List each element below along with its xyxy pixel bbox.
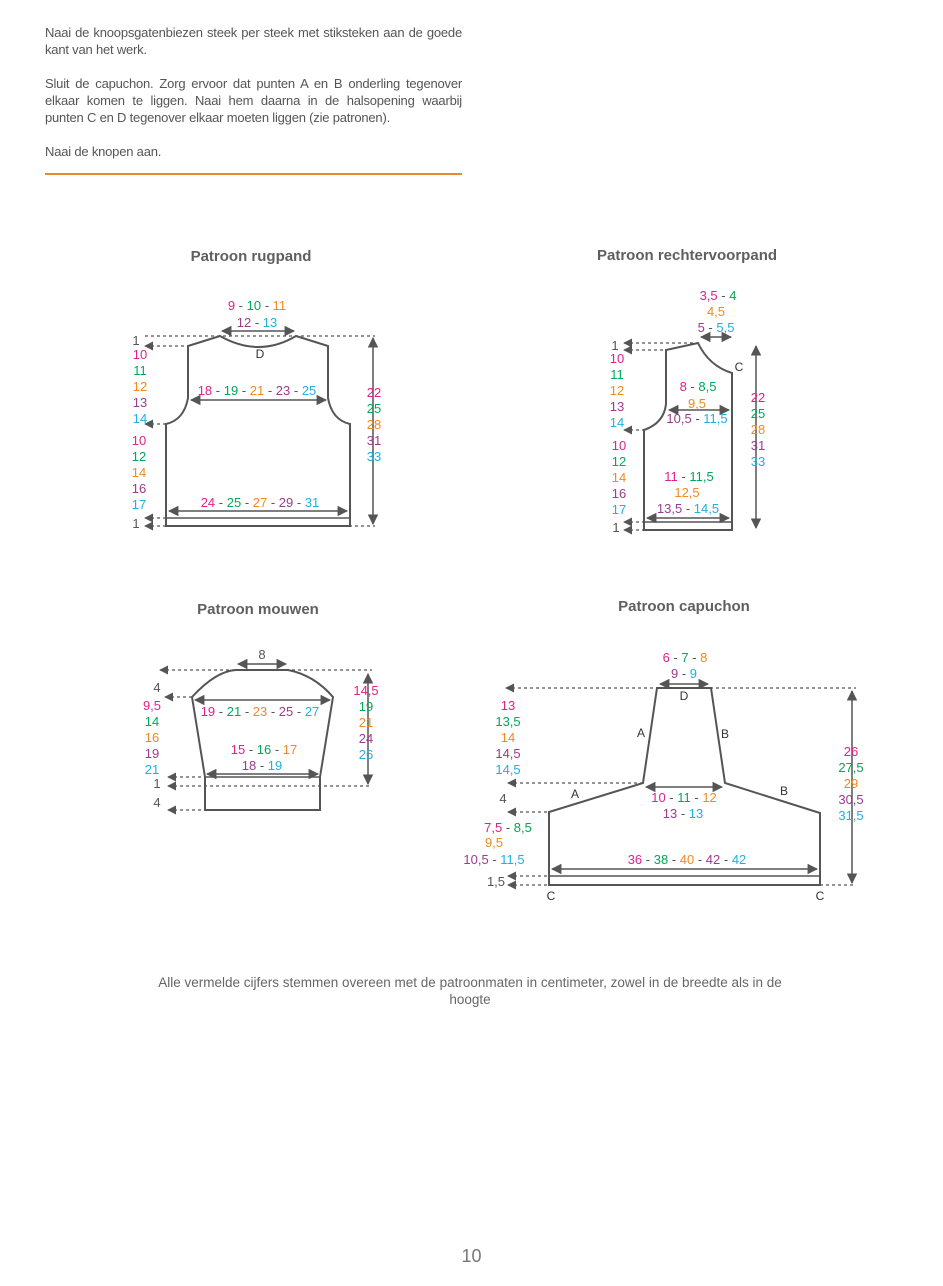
size-separator: - <box>694 852 706 867</box>
size-value: 11 <box>133 363 147 378</box>
size-value: 24 <box>358 731 374 746</box>
size-value: 31 <box>304 495 320 510</box>
size-value: 28 <box>366 417 382 432</box>
hood-top-point: D <box>679 689 689 703</box>
size-value: 12 <box>611 454 627 469</box>
size-value: 25 <box>226 495 242 510</box>
hood-side-a-lower: A <box>570 787 580 801</box>
size-value: 13 <box>132 395 148 410</box>
size-separator: - <box>668 852 680 867</box>
intro-paragraph-3: Naai de knopen aan. <box>45 144 162 159</box>
front-total-height-label <box>751 390 765 469</box>
hood-top-width-label-2 <box>671 666 697 681</box>
hood-lower-height-label <box>484 820 532 835</box>
size-separator: - <box>642 852 654 867</box>
size-value: 9,5 <box>687 396 707 411</box>
hood-corner-left: C <box>546 889 556 903</box>
front-neck-point: C <box>734 360 744 374</box>
size-value: 31 <box>366 433 382 448</box>
size-value: 36 <box>627 852 643 867</box>
size-value: 8 <box>679 379 687 394</box>
size-value: 23 <box>275 383 291 398</box>
size-value: 25 <box>366 401 382 416</box>
size-value: 12 <box>609 383 625 398</box>
size-value: 9 <box>227 298 236 313</box>
size-value: 19 <box>200 704 216 719</box>
size-value: 14 <box>609 415 625 430</box>
intro-paragraph-1: Naai de knoopsgatenbiezen steek per steek met stiksteken aan de goede kant van het werk. <box>45 25 462 57</box>
size-separator: - <box>238 383 250 398</box>
front-bottom-width-label-2 <box>674 485 699 500</box>
hood-upper-height-label <box>495 698 520 777</box>
size-separator: - <box>267 495 279 510</box>
size-separator: - <box>264 383 276 398</box>
size-value: 9 <box>670 666 679 681</box>
size-value: 33 <box>366 449 382 464</box>
size-value: 4 <box>729 288 737 303</box>
size-value: 13 <box>662 806 678 821</box>
size-separator: - <box>720 852 732 867</box>
size-value: 11 <box>610 367 624 382</box>
sleeve-gap-height: 1 <box>153 776 161 791</box>
back-body-height-label <box>132 433 146 512</box>
size-value: 16 <box>256 742 272 757</box>
size-value: 7,5 <box>484 820 503 835</box>
size-separator: - <box>488 852 501 867</box>
size-value: 25 <box>301 383 317 398</box>
size-value: 22 <box>750 390 766 405</box>
hood-mid-width-label-2 <box>663 806 704 821</box>
size-value: 16 <box>131 481 147 496</box>
size-value: 13 <box>262 315 278 330</box>
size-separator: - <box>691 411 704 426</box>
size-value: 10 <box>131 433 147 448</box>
size-value: 4,5 <box>706 304 726 319</box>
size-value: 10 <box>246 298 262 313</box>
size-separator: - <box>690 790 703 805</box>
size-value: 27,5 <box>838 760 864 775</box>
size-value: 7 <box>681 650 689 665</box>
intro-paragraph-2: Sluit de capuchon. Zorg ervoor dat punten A en B onderling tegenover elkaar komen te liggen. Naai hem daarna in de halsopening waarbij punten C en D tegenover elkaar moeten liggen (zie patronen). <box>45 76 462 125</box>
sleeves-pattern <box>143 647 379 810</box>
size-value: 10 <box>132 347 148 362</box>
size-separator: - <box>293 704 305 719</box>
back-total-height-label <box>367 385 381 464</box>
size-separator: - <box>704 320 717 335</box>
back-neck-width-label-2 <box>237 315 278 330</box>
size-separator: - <box>682 501 694 516</box>
size-value: 5 <box>697 320 705 335</box>
front-neck-width-label-3 <box>698 320 735 335</box>
size-value: 8 <box>700 650 708 665</box>
size-value: 26 <box>358 747 374 762</box>
hood-rib-height: 1,5 <box>486 874 506 889</box>
size-value: 9,5 <box>484 835 504 850</box>
size-value: 11 <box>272 298 287 313</box>
hood-side-b-upper: B <box>720 727 730 741</box>
size-value: 10,5 <box>666 411 692 426</box>
size-value: 18 <box>197 383 213 398</box>
size-value: 42 <box>731 852 747 867</box>
front-bottom-width-label <box>664 469 713 484</box>
front-pattern <box>610 288 765 535</box>
size-value: 17 <box>611 502 627 517</box>
size-value: 11,5 <box>703 411 728 426</box>
size-value: 14,5 <box>353 683 379 698</box>
size-value: 42 <box>705 852 721 867</box>
size-value: 27 <box>304 704 320 719</box>
size-value: 13 <box>609 399 625 414</box>
size-value: 14,5 <box>693 501 720 516</box>
size-value: 19 <box>267 758 283 773</box>
size-value: 13 <box>500 698 516 713</box>
hood-lower-height-label-2 <box>485 835 503 850</box>
size-value: 5,5 <box>716 320 735 335</box>
hood-side-b-lower: B <box>779 784 789 798</box>
size-value: 31,5 <box>838 808 864 823</box>
back-neck-point: D <box>255 347 265 361</box>
front-chest-width-label-3 <box>666 411 727 426</box>
size-value: 14 <box>144 714 160 729</box>
size-separator: - <box>267 704 279 719</box>
size-value: 33 <box>750 454 766 469</box>
hood-shoulder-drop: 4 <box>499 791 507 806</box>
size-value: 27 <box>252 495 268 510</box>
size-separator: - <box>677 469 690 484</box>
size-value: 14,5 <box>495 762 521 777</box>
size-value: 13,5 <box>656 501 683 516</box>
title-front: Patroon rechtervoorpand <box>596 247 778 264</box>
size-separator: - <box>256 758 268 773</box>
size-value: 8,5 <box>513 820 532 835</box>
title-back: Patroon rugpand <box>190 248 312 265</box>
size-value: 28 <box>750 422 766 437</box>
back-armhole-height-label <box>133 347 147 426</box>
size-value: 14 <box>500 730 516 745</box>
size-value: 16 <box>144 730 160 745</box>
size-value: 22 <box>366 385 382 400</box>
size-value: 10,5 <box>463 852 489 867</box>
front-chest-width-label-2 <box>688 396 706 411</box>
size-value: 10 <box>611 438 627 453</box>
size-separator: - <box>678 666 690 681</box>
back-pattern <box>132 298 381 531</box>
size-value: 12 <box>131 449 147 464</box>
size-value: 6 <box>662 650 670 665</box>
size-separator: - <box>290 383 302 398</box>
size-separator: - <box>251 315 263 330</box>
size-value: 12 <box>702 790 717 805</box>
size-value: 14 <box>131 465 147 480</box>
hood-top-width-label <box>663 650 708 665</box>
size-value: 12,5 <box>674 485 700 500</box>
back-neck-width-label <box>228 298 286 313</box>
size-value: 21 <box>249 383 265 398</box>
size-value: 14 <box>132 411 148 426</box>
size-value: 14 <box>611 470 627 485</box>
sleeve-cap-height: 4 <box>153 680 161 695</box>
size-value: 14,5 <box>495 746 521 761</box>
size-value: 9,5 <box>142 698 162 713</box>
title-sleeves: Patroon mouwen <box>197 601 319 618</box>
size-value: 10 <box>609 351 625 366</box>
size-value: 24 <box>200 495 216 510</box>
size-value: 30,5 <box>838 792 864 807</box>
size-value: 11,5 <box>500 852 525 867</box>
size-value: 13 <box>688 806 704 821</box>
size-value: 21 <box>144 762 160 777</box>
size-separator: - <box>717 288 730 303</box>
size-value: 29 <box>843 776 859 791</box>
size-value: 10 <box>651 790 666 805</box>
sleeve-outline <box>192 670 333 810</box>
back-shoulder-drop: 1 <box>132 333 140 348</box>
size-value: 13,5 <box>495 714 521 729</box>
front-rib-height: 1 <box>612 520 620 535</box>
size-separator: - <box>215 495 227 510</box>
size-separator: - <box>215 704 227 719</box>
size-value: 40 <box>679 852 695 867</box>
sleeve-arm-height-label <box>143 698 161 777</box>
size-value: 21 <box>226 704 242 719</box>
size-value: 8,5 <box>698 379 717 394</box>
sleeve-total-height-label <box>353 683 378 762</box>
back-bottom-width-label <box>201 495 320 510</box>
footnote: Alle vermelde cijfers stemmen overeen met de patroonmaten in centimeter, zowel in de breedte als in de hoogte <box>158 975 782 1007</box>
size-value: 18 <box>241 758 257 773</box>
hood-side-a-upper: A <box>636 726 646 740</box>
back-rib-height: 1 <box>132 516 140 531</box>
size-value: 11 <box>677 790 691 805</box>
front-bottom-width-label-3 <box>657 501 719 516</box>
size-separator: - <box>241 704 253 719</box>
size-separator: - <box>271 742 283 757</box>
sleeve-top-width: 8 <box>258 647 266 662</box>
size-value: 17 <box>131 497 147 512</box>
hood-lower-height-label-3 <box>463 852 524 867</box>
size-value: 15 <box>230 742 246 757</box>
page-number: 10 <box>461 1246 482 1266</box>
hood-bottom-width-label <box>628 852 747 867</box>
size-value: 21 <box>358 715 374 730</box>
title-hood: Patroon capuchon <box>618 598 750 615</box>
size-value: 25 <box>278 704 294 719</box>
front-shoulder-drop: 1 <box>611 338 619 353</box>
size-separator: - <box>688 650 701 665</box>
size-value: 9 <box>689 666 698 681</box>
sleeve-upper-width-label <box>201 704 320 719</box>
size-separator: - <box>502 820 514 835</box>
hood-total-height-label <box>838 744 863 823</box>
size-separator: - <box>245 742 257 757</box>
back-chest-width-label <box>198 383 317 398</box>
size-value: 29 <box>278 495 294 510</box>
size-separator: - <box>686 379 699 394</box>
size-value: 3,5 <box>699 288 718 303</box>
size-value: 16 <box>611 486 627 501</box>
sleeve-cuff-height: 4 <box>153 795 161 810</box>
size-separator: - <box>665 790 678 805</box>
hood-pattern <box>463 650 863 903</box>
hood-corner-right: C <box>815 889 825 903</box>
front-neck-width-label <box>700 288 737 303</box>
front-body-height-label <box>612 438 626 517</box>
size-value: 12 <box>236 315 252 330</box>
size-value: 38 <box>653 852 669 867</box>
size-value: 11 <box>664 469 678 484</box>
size-separator: - <box>241 495 253 510</box>
size-value: 26 <box>843 744 859 759</box>
size-separator: - <box>261 298 273 313</box>
sleeve-lower-width-label <box>231 742 298 757</box>
size-value: 17 <box>282 742 298 757</box>
size-value: 31 <box>750 438 766 453</box>
size-value: 19 <box>144 746 160 761</box>
size-value: 19 <box>358 699 374 714</box>
front-armhole-height-label <box>610 351 624 430</box>
size-separator: - <box>212 383 224 398</box>
sleeve-lower-width-label-2 <box>242 758 283 773</box>
size-separator: - <box>293 495 305 510</box>
front-neck-width-label-2 <box>707 304 725 319</box>
size-value: 25 <box>750 406 766 421</box>
size-value: 19 <box>223 383 239 398</box>
size-separator: - <box>669 650 682 665</box>
size-separator: - <box>235 298 247 313</box>
size-value: 23 <box>252 704 268 719</box>
hood-mid-width-label <box>651 790 717 805</box>
front-chest-width-label <box>680 379 717 394</box>
size-value: 12 <box>132 379 148 394</box>
size-value: 11,5 <box>689 469 714 484</box>
size-separator: - <box>677 806 689 821</box>
